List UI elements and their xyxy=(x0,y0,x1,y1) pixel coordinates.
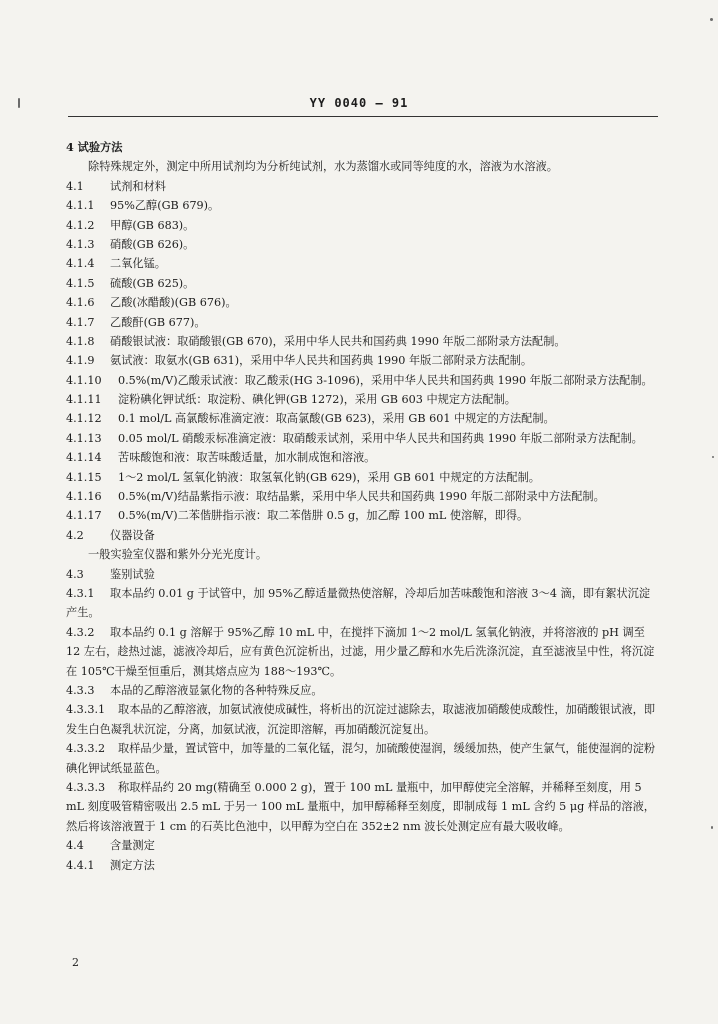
item-number: 4.3.3.1 xyxy=(66,703,106,717)
item-number: 4.1.8 xyxy=(66,334,95,348)
section-4-title: 4 试验方法 xyxy=(66,140,123,154)
reagent-item xyxy=(66,235,660,254)
reagent-item xyxy=(66,313,660,332)
item-text: 0.05 mol/L 硝酸汞标准滴定液：取硝酸汞试剂，采用中华人民共和国药典 1990 年版二部附录方法配制。 xyxy=(118,431,643,445)
item-text: 取样品少量，置试管中，加等量的二氧化锰，混匀，加硫酸使湿润，缓缓加热，使产生氯气，能使湿润的淀粉碘化钾试纸显蓝色。 xyxy=(66,742,656,775)
item-text: 硝酸(GB 626)。 xyxy=(110,237,195,251)
item-text: 0.5%(m/V)乙酸汞试液：取乙酸汞(HG 3-1096)，采用中华人民共和国药典 1990 年版二部附录方法配制。 xyxy=(118,373,653,387)
item-text: 二氧化锰。 xyxy=(110,257,166,271)
item-number: 4.1.13 xyxy=(66,431,102,445)
scan-speck xyxy=(712,456,714,458)
reagent-item xyxy=(66,429,660,448)
reagent-item xyxy=(66,448,660,467)
paragraph-4-3-1 xyxy=(66,584,660,623)
item-number: 4.1.11 xyxy=(66,393,102,407)
item-text: 称取样品约 20 mg(精确至 0.000 2 g)，置于 100 mL 量瓶中，加甲醇使完全溶解，并稀释至刻度，用 5 mL 刻度吸管精密吸出 2.5 mL 于另一 100 mL 量瓶中，加甲醇稀释至刻度，即制成每 1 mL 含约 5 μg 样品的溶液，然后将该溶液置于 1 cm 的石英比色池中，以甲醇为空白在 352±2 nm 波长处测定应有最大吸收峰。 xyxy=(66,781,655,833)
section-4-3-heading xyxy=(66,565,660,584)
reagent-item xyxy=(66,332,660,351)
item-number: 4.1.10 xyxy=(66,373,102,387)
reagent-item xyxy=(66,409,660,428)
item-number: 4.1.1 xyxy=(66,199,95,213)
item-text: 0.5%(m/V)二苯偕肼指示液：取二苯偕肼 0.5 g，加乙醇 100 mL 使溶解，即得。 xyxy=(118,509,529,523)
item-number: 4.1.3 xyxy=(66,237,95,251)
item-number: 4.1.7 xyxy=(66,315,95,329)
item-number: 4.3.1 xyxy=(66,587,95,601)
reagent-item xyxy=(66,506,660,525)
paragraph-4-3-3-2 xyxy=(66,739,660,778)
item-number: 4.1.16 xyxy=(66,490,102,504)
item-text: 取本品约 0.1 g 溶解于 95%乙醇 10 mL 中，在搅拌下滴加 1～2 mol/L 氢氧化钠液，并将溶液的 pH 调至 12 左右，趁热过滤，滤液冷却后，应有黄色沉淀析出，过滤，用少量乙醇和水先后洗涤沉淀，直至滤液呈中性，将沉淀在 105℃干燥至恒重后，测其熔点应为 188～193℃。 xyxy=(66,625,655,678)
paragraph-4-3-3-3 xyxy=(66,778,660,836)
reagent-item xyxy=(66,390,660,409)
reagent-item xyxy=(66,293,660,312)
section-number: 4.4.1 xyxy=(66,858,95,872)
scan-speck xyxy=(710,18,713,21)
header-rule xyxy=(68,116,658,117)
item-number: 4.1.15 xyxy=(66,470,102,484)
item-text: 氨试液：取氨水(GB 631)，采用中华人民共和国药典 1990 年版二部附录方法配制。 xyxy=(110,354,533,368)
item-number: 4.1.6 xyxy=(66,296,95,310)
reagent-item xyxy=(66,468,660,487)
section-4-intro: 除特殊规定外，测定中所用试剂均为分析纯试剂，水为蒸馏水或同等纯度的水，溶液为水溶液。 xyxy=(88,160,558,174)
section-number: 4.1 xyxy=(66,179,84,193)
page-number: 2 xyxy=(72,956,79,969)
reagent-item xyxy=(66,216,660,235)
paragraph-4-3-2 xyxy=(66,623,660,681)
reagent-item xyxy=(66,487,660,506)
reagent-item xyxy=(66,351,660,370)
standard-code-header: YY 0040 — 91 xyxy=(309,96,409,110)
item-text: 本品的乙醇溶液显氯化物的各种特殊反应。 xyxy=(110,684,323,698)
section-4-1-heading xyxy=(66,177,660,196)
document-body xyxy=(66,138,660,875)
item-number: 4.1.14 xyxy=(66,451,102,465)
item-number: 4.1.4 xyxy=(66,257,95,271)
item-number: 4.3.3.3 xyxy=(66,781,106,795)
reagent-item xyxy=(66,371,660,390)
item-text: 95%乙醇(GB 679)。 xyxy=(110,199,220,213)
section-title: 试剂和材料 xyxy=(110,179,166,193)
item-text: 硝酸银试液：取硝酸银(GB 670)，采用中华人民共和国药典 1990 年版二部附录方法配制。 xyxy=(110,334,566,348)
item-text: 0.1 mol/L 高氯酸标准滴定液：取高氯酸(GB 623)，采用 GB 601 中规定的方法配制。 xyxy=(118,412,555,426)
item-number: 4.1.17 xyxy=(66,509,102,523)
item-text: 取本品的乙醇溶液，加氨试液使成碱性，将析出的沉淀过滤除去，取滤液加硝酸使成酸性，加硝酸银试液，即发生白色凝乳状沉淀，分离，加氨试液，沉淀即溶解，再加硝酸沉淀复出。 xyxy=(66,703,656,736)
scan-speck xyxy=(18,98,20,108)
section-number: 4.4 xyxy=(66,839,84,853)
item-number: 4.1.9 xyxy=(66,354,95,368)
item-text: 乙酸酐(GB 677)。 xyxy=(110,315,206,329)
section-title: 含量测定 xyxy=(110,839,155,853)
scan-speck xyxy=(711,826,713,829)
section-4-4-1-heading xyxy=(66,856,660,875)
section-4-4-heading xyxy=(66,836,660,855)
reagent-item xyxy=(66,196,660,215)
section-title: 测定方法 xyxy=(110,858,155,872)
item-text: 硫酸(GB 625)。 xyxy=(110,276,195,290)
item-number: 4.1.5 xyxy=(66,276,95,290)
paragraph-4-3-3-1 xyxy=(66,700,660,739)
item-number: 4.1.2 xyxy=(66,218,95,232)
item-text: 淀粉碘化钾试纸：取淀粉、碘化钾(GB 1272)，采用 GB 603 中规定方法配制。 xyxy=(118,393,516,407)
item-number: 4.3.2 xyxy=(66,625,95,639)
paragraph-4-3-3 xyxy=(66,681,660,700)
item-text: 取本品约 0.01 g 于试管中，加 95%乙醇适量微热使溶解，冷却后加苦味酸饱和溶液 3～4 滴，即有絮状沉淀产生。 xyxy=(66,587,651,620)
item-number: 4.1.12 xyxy=(66,412,102,426)
section-number: 4.2 xyxy=(66,528,84,542)
item-text: 甲醇(GB 683)。 xyxy=(110,218,195,232)
section-4-2-heading xyxy=(66,526,660,545)
item-text: 1～2 mol/L 氢氧化钠液：取氢氧化钠(GB 629)，采用 GB 601 中规定的方法配制。 xyxy=(118,470,540,484)
item-text: 0.5%(m/V)结晶紫指示液：取结晶紫，采用中华人民共和国药典 1990 年版二部附录中方法配制。 xyxy=(118,490,605,504)
reagent-item xyxy=(66,274,660,293)
reagent-item xyxy=(66,254,660,273)
equipment-text: 一般实验室仪器和紫外分光光度计。 xyxy=(88,548,268,562)
section-title: 仪器设备 xyxy=(110,528,155,542)
item-number: 4.3.3 xyxy=(66,684,95,698)
item-number: 4.3.3.2 xyxy=(66,742,106,756)
item-text: 苦味酸饱和液：取苦味酸适量，加水制成饱和溶液。 xyxy=(118,451,376,465)
section-number: 4.3 xyxy=(66,567,84,581)
section-title: 鉴别试验 xyxy=(110,567,155,581)
item-text: 乙酸(冰醋酸)(GB 676)。 xyxy=(110,296,237,310)
